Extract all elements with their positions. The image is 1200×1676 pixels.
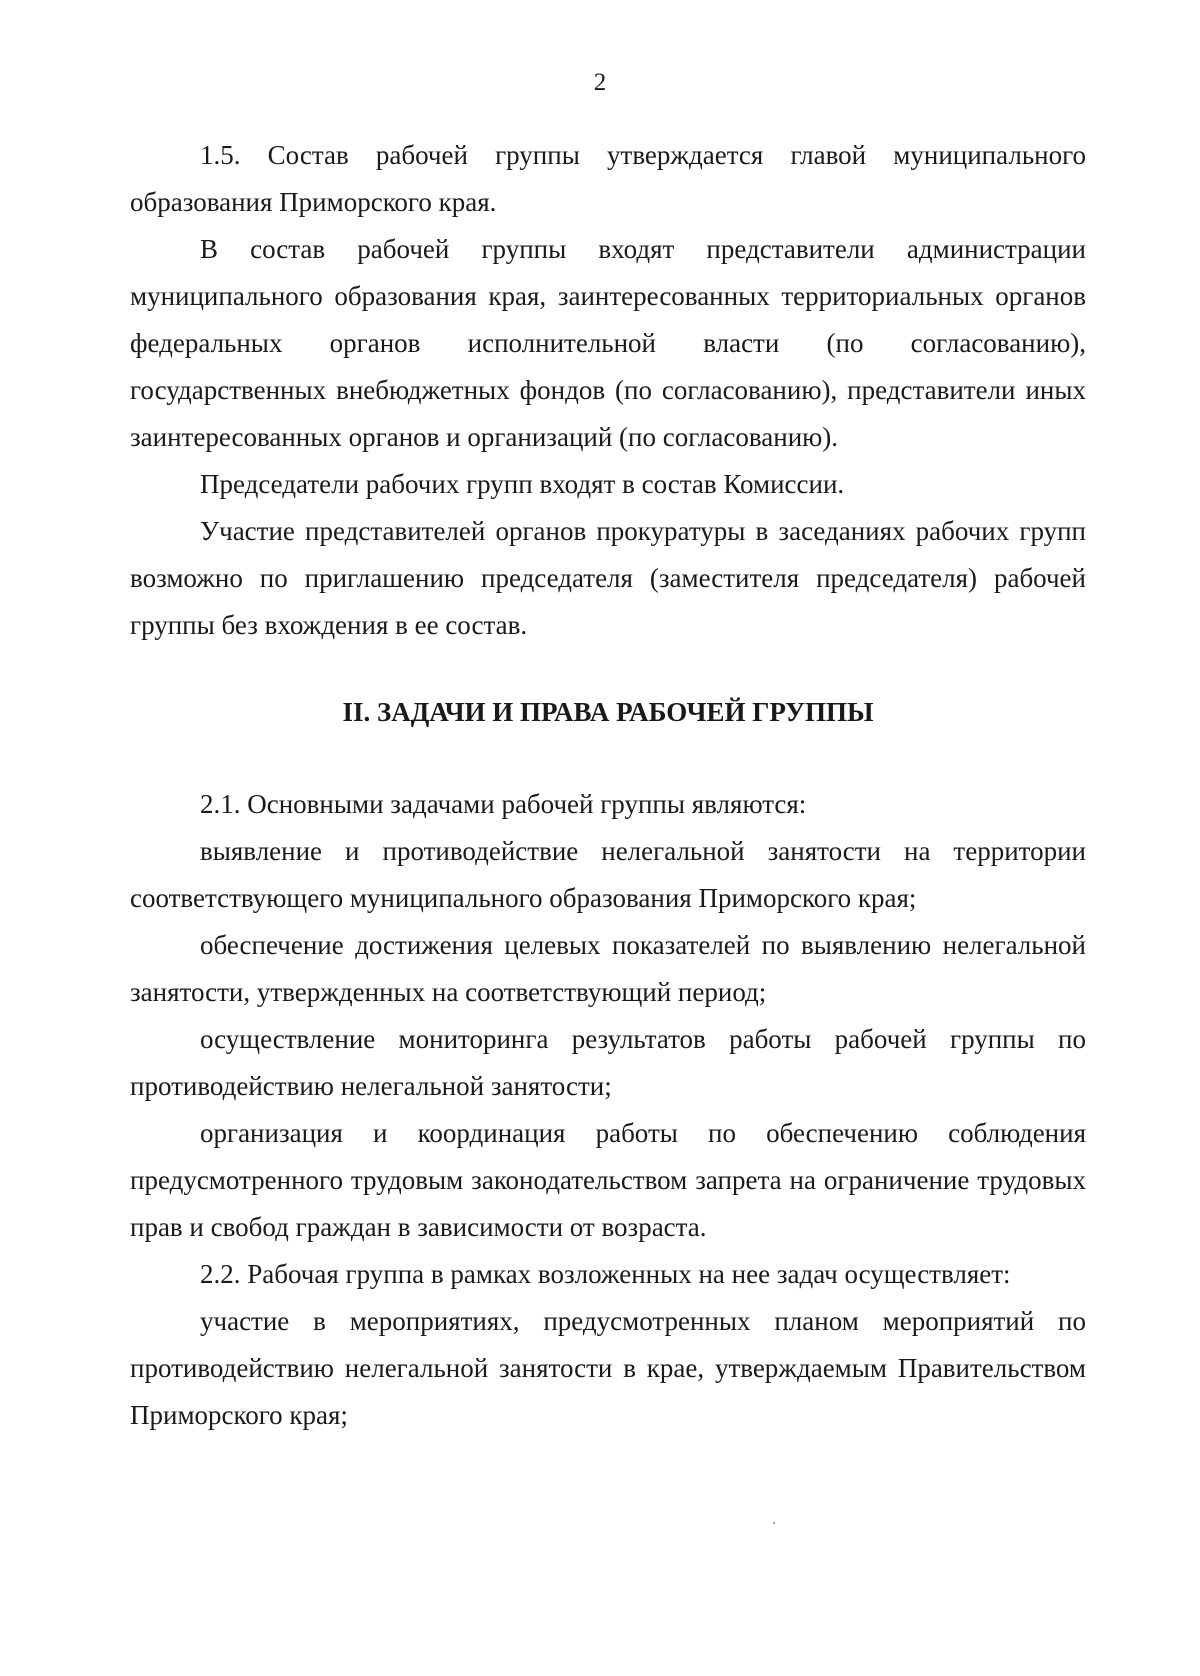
paragraph-2-2: 2.2. Рабочая группа в рамках возложенных на нее задач осуществляет: (200, 1259, 1011, 1289)
list-item-coordination: организация и координация работы по обеспечению соблюдения предусмотренного трудовым законодательством запрета на ограничение трудовых прав и свобод граждан в зависимости от возраста. (130, 1118, 1086, 1242)
list-item-detection: выявление и противодействие нелегальной занятости на территории соответствующего муниципального образования Приморского края; (130, 836, 1086, 913)
paragraph-prosecution: Участие представителей органов прокуратуры в заседаниях рабочих групп возможно по приглашению председателя (заместителя председателя) рабочей группы без вхождения в ее состав. (130, 516, 1086, 640)
scan-speck (773, 1522, 775, 1524)
paragraph-composition: В состав рабочей группы входят представители администрации муниципального образования края, заинтересованных территориальных органов федеральных органов исполнительной власти (по согласованию), государственных внебюджетных фондов (по согласованию), представители иных заинтересованных органов и организаций (по согласованию). (130, 234, 1086, 452)
paragraph-1-5: 1.5. Состав рабочей группы утверждается главой муниципального образования Приморского края. (130, 140, 1086, 217)
list-item-targets: обеспечение достижения целевых показателей по выявлению нелегальной занятости, утвержденных на соответствующий период; (130, 930, 1086, 1007)
list-item-participation: участие в мероприятиях, предусмотренных планом мероприятий по противодействию нелегальной занятости в крае, утверждаемым Правительством Приморского края; (130, 1306, 1086, 1430)
paragraph-chairs: Председатели рабочих групп входят в состав Комиссии. (200, 469, 845, 499)
paragraph-2-1: 2.1. Основными задачами рабочей группы являются: (200, 789, 807, 819)
page-number: 2 (593, 69, 607, 96)
document-body (130, 132, 1086, 1439)
list-item-monitoring: осуществление мониторинга результатов работы рабочей группы по противодействию нелегальной занятости; (130, 1024, 1086, 1101)
section-heading: II. ЗАДАЧИ И ПРАВА РАБОЧЕЙ ГРУППЫ (342, 697, 874, 727)
